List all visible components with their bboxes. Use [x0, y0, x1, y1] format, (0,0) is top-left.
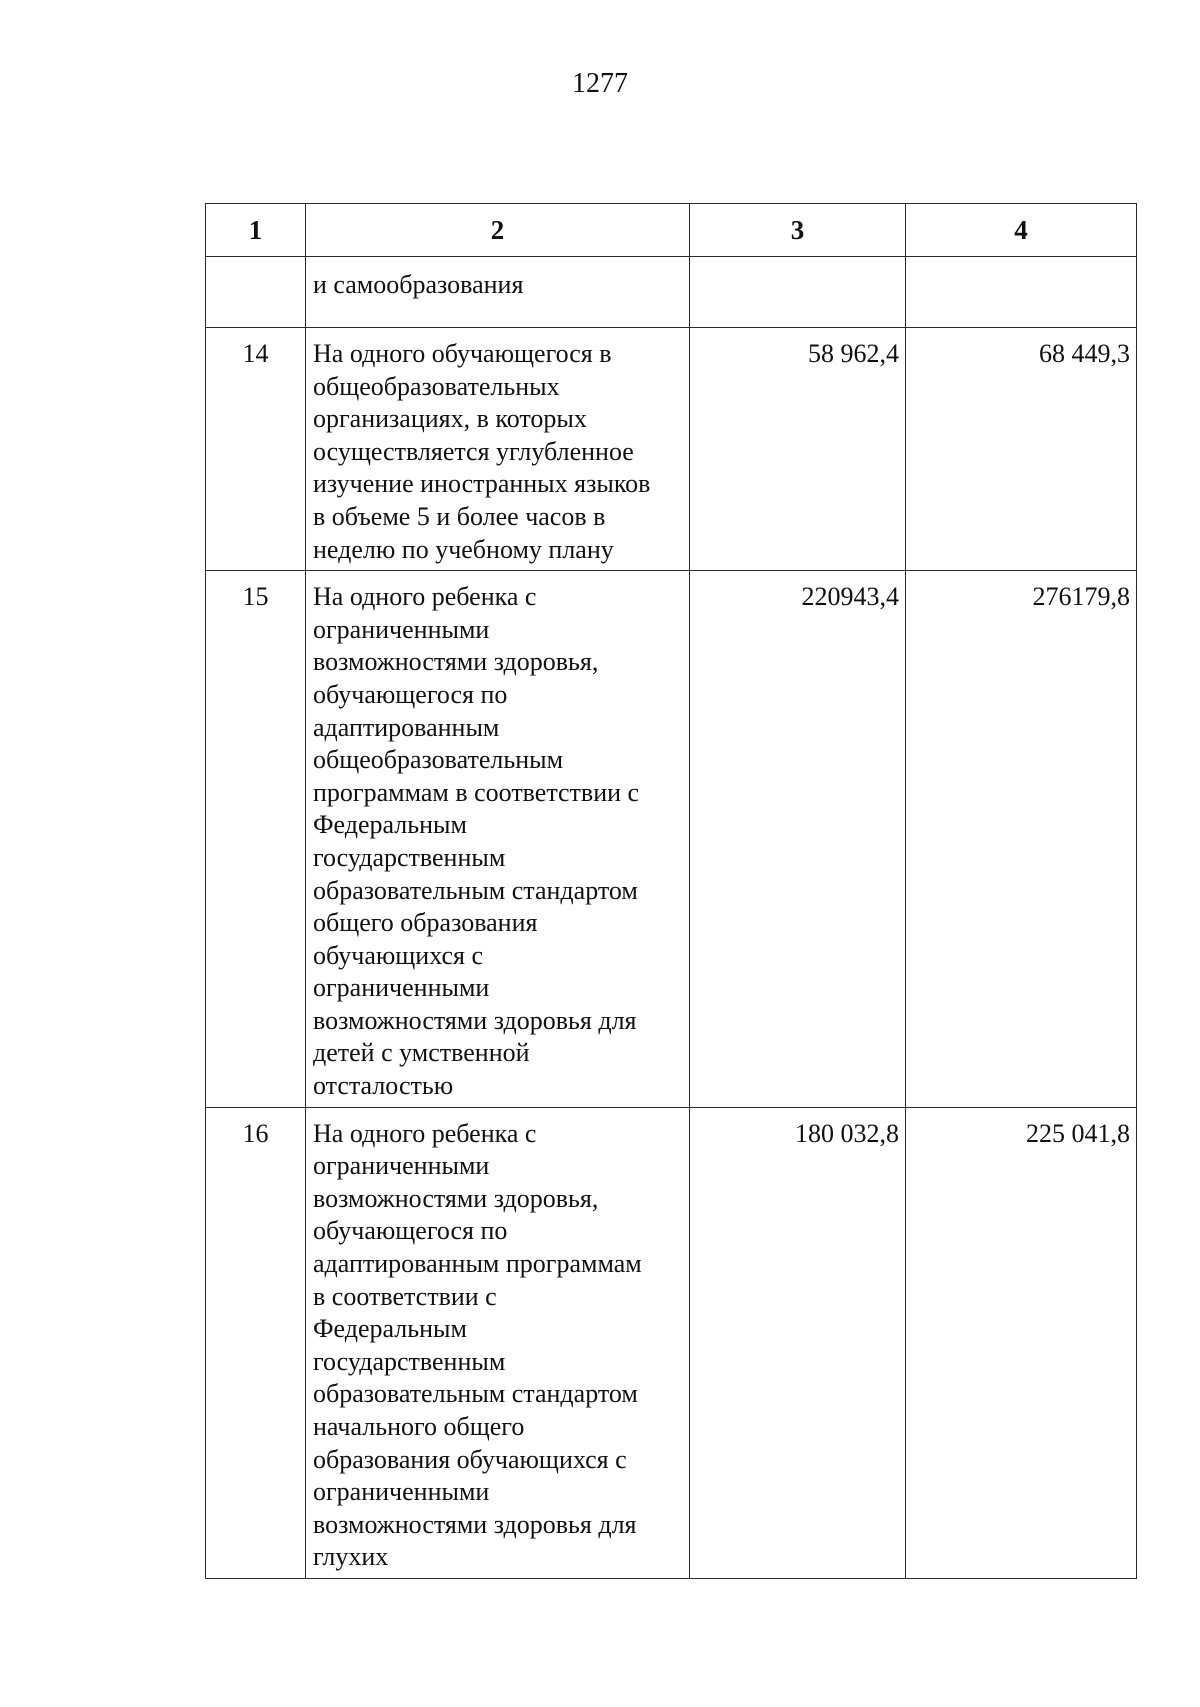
description-line: ограниченными	[313, 1477, 490, 1507]
description-line: адаптированным	[313, 712, 500, 742]
column-header-3: 3	[690, 204, 906, 257]
description-line: общеобразовательным	[313, 745, 564, 775]
value-cell-col4	[906, 257, 1137, 328]
description-cell	[306, 328, 690, 571]
description-line: ограниченными	[313, 614, 490, 644]
value-cell-col4: 68 449,3	[906, 328, 1137, 571]
description-line: На одного ребенка с	[313, 582, 537, 612]
table-row	[206, 571, 1137, 1108]
description-line: возможностями здоровья,	[313, 647, 599, 677]
description-line: Федеральным	[313, 810, 467, 840]
description-line: детей с умственной	[313, 1038, 530, 1068]
description-line: отсталостью	[313, 1071, 454, 1101]
description-line: в объеме 5 и более часов в	[313, 501, 606, 531]
row-number-cell: 15	[206, 571, 306, 1108]
description-line: глухих	[313, 1542, 389, 1572]
description-line: изучение иностранных языков	[313, 469, 651, 499]
value-cell-col3: 220943,4	[690, 571, 906, 1108]
description-line: Федеральным	[313, 1314, 467, 1344]
description-line: На одного обучающегося в	[313, 339, 612, 368]
description-line: ограниченными	[313, 973, 490, 1003]
row-number-cell: 16	[206, 1107, 306, 1578]
description-line: обучающихся с	[313, 940, 484, 970]
description-line: обучающегося по	[313, 1216, 508, 1246]
description-cell	[306, 1107, 690, 1578]
table-body	[206, 257, 1137, 1579]
description-line: и самообразования	[313, 270, 524, 299]
description-line: в соответствии с	[313, 1281, 497, 1311]
description-line: государственным	[313, 842, 506, 872]
description-line: ограниченными	[313, 1151, 490, 1181]
column-header-1: 1	[206, 204, 306, 257]
description-line: образовательным стандартом	[313, 1379, 638, 1409]
row-number-cell	[206, 257, 306, 328]
page-number: 1277	[572, 68, 628, 99]
budget-norms-table	[205, 203, 1137, 1579]
description-line: возможностями здоровья,	[313, 1183, 599, 1213]
description-line: общеобразовательных	[313, 371, 560, 401]
description-line: организациях, в которых	[313, 404, 587, 434]
value-cell-col4: 225 041,8	[906, 1107, 1137, 1578]
table-row	[206, 257, 1137, 328]
description-line: общего образования	[313, 908, 538, 938]
value-cell-col3: 58 962,4	[690, 328, 906, 571]
description-line: программам в соответствии с	[313, 777, 640, 807]
table-header-row	[206, 204, 1137, 257]
description-cell	[306, 571, 690, 1108]
value-cell-col3	[690, 257, 906, 328]
description-line: адаптированным программам	[313, 1249, 642, 1279]
column-header-4: 4	[906, 204, 1137, 257]
description-line: На одного ребенка с	[313, 1118, 537, 1148]
description-cell	[306, 257, 690, 328]
column-header-2: 2	[306, 204, 690, 257]
row-number-cell: 14	[206, 328, 306, 571]
table-row	[206, 328, 1137, 571]
description-line: обучающегося по	[313, 679, 508, 709]
table-row	[206, 1107, 1137, 1578]
description-line: осуществляется углубленное	[313, 436, 634, 466]
value-cell-col3: 180 032,8	[690, 1107, 906, 1578]
description-line: начального общего	[313, 1412, 525, 1441]
description-line: неделю по учебному плану	[313, 534, 614, 564]
value-cell-col4: 276179,8	[906, 571, 1137, 1108]
description-line: образовательным стандартом	[313, 875, 638, 905]
description-line: возможностями здоровья для	[313, 1509, 637, 1539]
description-line: образования обучающихся с	[313, 1444, 627, 1474]
description-line: возможностями здоровья для	[313, 1005, 637, 1035]
description-line: государственным	[313, 1346, 506, 1376]
